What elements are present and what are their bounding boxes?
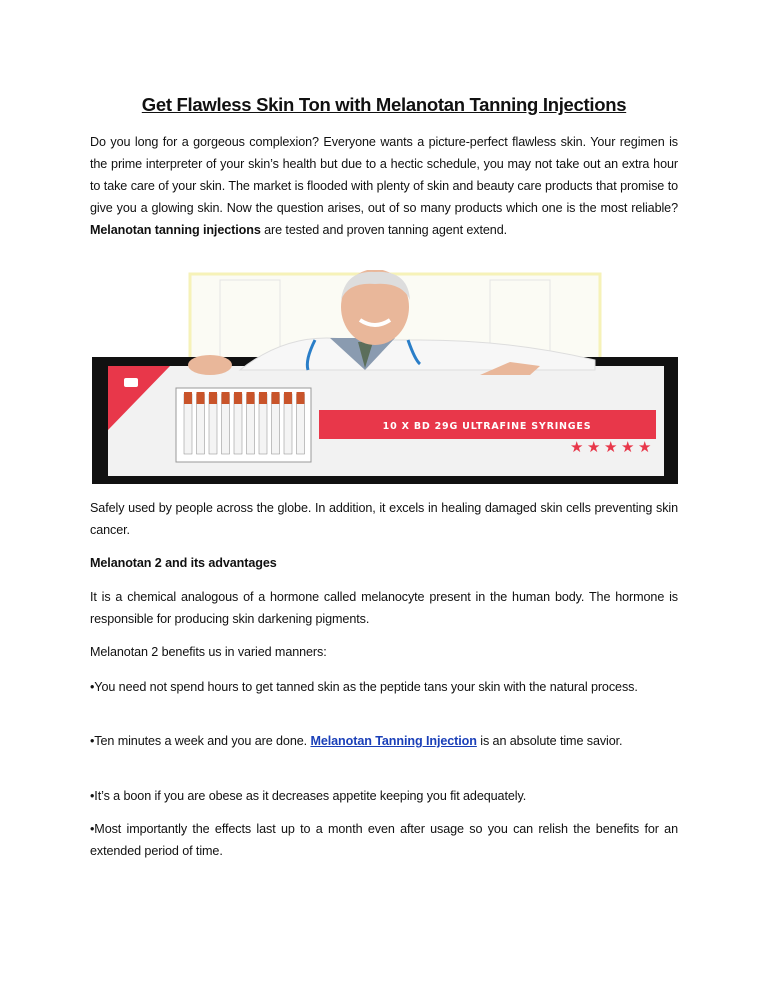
- benefits-intro: Melanotan 2 benefits us in varied manners:: [90, 645, 327, 659]
- syringe-cap: [184, 392, 192, 404]
- banner-text: 10 X BD 29G ULTRAFINE SYRINGES: [382, 421, 592, 432]
- star-icon: ★: [587, 439, 601, 456]
- syringe-cap: [297, 392, 305, 404]
- intro-text: Do you long for a gorgeous complexion? Everyone wants a picture-perfect flawless skin. Your regimen is the prime interpreter of your skin’s health but due to a hectic schedule, you may not take out an extra hour to take care of your skin. The market is flooded with plenty of skin and beauty care products that promise to give you a glowing skin. Now the question arises, out of so many products which one is the most reliable?: [90, 135, 678, 215]
- section-heading: Melanotan 2 and its advantages: [90, 556, 277, 570]
- star-icon: ★: [604, 439, 618, 456]
- star-icon: ★: [570, 439, 584, 456]
- syringe-cap: [259, 392, 267, 404]
- page-title: Get Flawless Skin Ton with Melanotan Tanning Injections: [141, 94, 627, 115]
- syringe-cap: [234, 392, 242, 404]
- bullet-3: •It’s a boon if you are obese as it decreases appetite keeping you fit adequately.: [90, 789, 527, 803]
- bullet-2-text-end: is an absolute time savior.: [476, 734, 623, 748]
- bullet-1: •You need not spend hours to get tanned skin as the peptide tans your skin with the natural process.: [90, 680, 638, 694]
- safely-paragraph: Safely used by people across the globe. In addition, it excels in healing damaged skin cells preventing skin cancer.: [90, 501, 678, 537]
- bullet-2-text: •Ten minutes a week and you are done.: [90, 734, 311, 748]
- syringe-cap: [247, 392, 255, 404]
- syringe-cap: [222, 392, 230, 404]
- syringe-cap: [272, 392, 280, 404]
- melanotan-injection-link[interactable]: Melanotan Tanning Injection: [310, 734, 477, 748]
- syringe-cap: [197, 392, 205, 404]
- bullet-2: [90, 730, 678, 752]
- bullet-4: •Most importantly the effects last up to a month even after usage so you can relish the benefits for an extended period of time.: [90, 822, 678, 858]
- chemical-paragraph: It is a chemical analogous of a hormone called melanocyte present in the human body. The hormone is responsible for producing skin darkening pigments.: [90, 590, 678, 626]
- intro-text-end: are tested and proven tanning agent extend.: [260, 223, 507, 237]
- syringe-cap: [284, 392, 292, 404]
- intro-paragraph: [90, 131, 678, 241]
- intro-bold: Melanotan tanning injections: [90, 223, 261, 237]
- syringe-cap: [209, 392, 217, 404]
- star-icon: ★: [638, 439, 652, 456]
- product-image: [90, 270, 680, 485]
- star-icon: ★: [621, 439, 635, 456]
